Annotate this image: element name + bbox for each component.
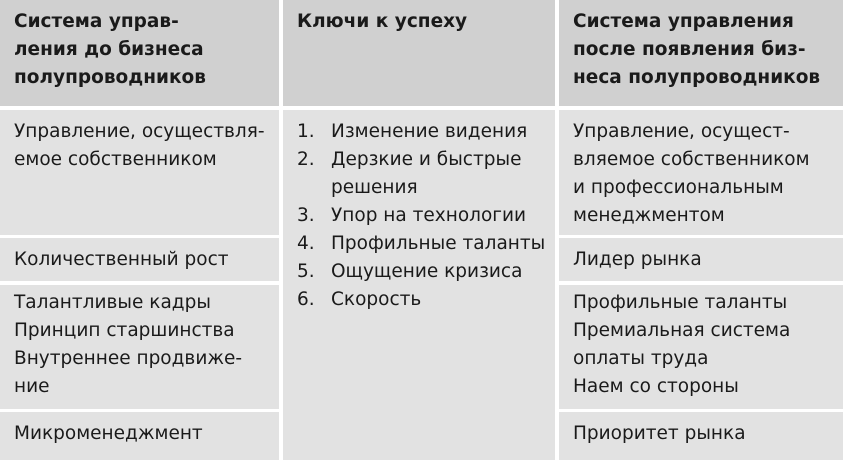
header-line: Ключи к успеху — [297, 11, 468, 32]
cell-line: и профессиональным — [573, 177, 784, 198]
list-item — [297, 230, 546, 258]
cell-line: Количественный рост — [14, 249, 229, 270]
before-cell-management — [0, 110, 279, 235]
list-item — [297, 258, 541, 286]
header-after — [559, 0, 843, 106]
cell-line: оплаты труда — [573, 348, 709, 369]
item-line: решения — [331, 177, 418, 198]
cell-line: Принцип старшинства — [14, 320, 235, 341]
item-number: 1. — [297, 121, 315, 142]
item-number: 4. — [297, 233, 315, 254]
header-line: полупроводников — [14, 67, 206, 88]
cell-line: Микроменеджмент — [14, 423, 203, 444]
before-cell-personnel — [0, 285, 279, 409]
after-cell-leader — [559, 238, 843, 281]
item-line: Упор на технологии — [331, 205, 527, 226]
list-item — [297, 286, 541, 314]
cell-line: Талантливые кадры — [14, 292, 211, 313]
header-before — [0, 0, 279, 106]
cell-line: Управление, осущест- — [573, 121, 790, 142]
list-item — [297, 118, 541, 146]
cell-line: Наем со стороны — [573, 376, 739, 397]
cell-line: ние — [14, 376, 50, 397]
cell-line: Управление, осуществля- — [14, 121, 265, 142]
header-line: Система управ- — [14, 11, 179, 32]
after-cell-market-priority — [559, 412, 843, 460]
item-line: Изменение видения — [331, 121, 528, 142]
header-line: ления до бизнеса — [14, 39, 204, 60]
item-number: 6. — [297, 289, 315, 310]
header-line: после появления биз- — [573, 39, 806, 60]
item-number: 5. — [297, 261, 315, 282]
item-number: 3. — [297, 205, 315, 226]
cell-line: Внутреннее продвиже- — [14, 348, 243, 369]
item-line: Скорость — [331, 289, 422, 310]
cell-line: емое собственником — [14, 149, 217, 170]
cell-line: менеджментом — [573, 205, 725, 226]
cell-line: Премиальная система — [573, 320, 791, 341]
before-cell-growth — [0, 238, 279, 281]
keys-list — [297, 118, 546, 314]
item-line: Профильные таланты — [331, 233, 546, 254]
after-cell-personnel — [559, 285, 843, 409]
header-keys — [283, 0, 555, 106]
item-number: 2. — [297, 149, 315, 170]
keys-cell — [283, 110, 555, 460]
item-line: Ощущение кризиса — [331, 261, 523, 282]
header-line: Система управления — [573, 11, 794, 32]
header-line: неса полупроводников — [573, 67, 821, 88]
list-item — [297, 146, 541, 202]
list-item — [297, 202, 541, 230]
cell-line: Лидер рынка — [573, 249, 702, 270]
cell-line: Профильные таланты — [573, 292, 788, 313]
after-cell-management — [559, 110, 843, 235]
cell-line: вляемое собственником — [573, 149, 810, 170]
before-cell-micromanagement — [0, 412, 279, 460]
item-line: Дерзкие и быстрые — [331, 149, 522, 170]
cell-line: Приоритет рынка — [573, 423, 746, 444]
